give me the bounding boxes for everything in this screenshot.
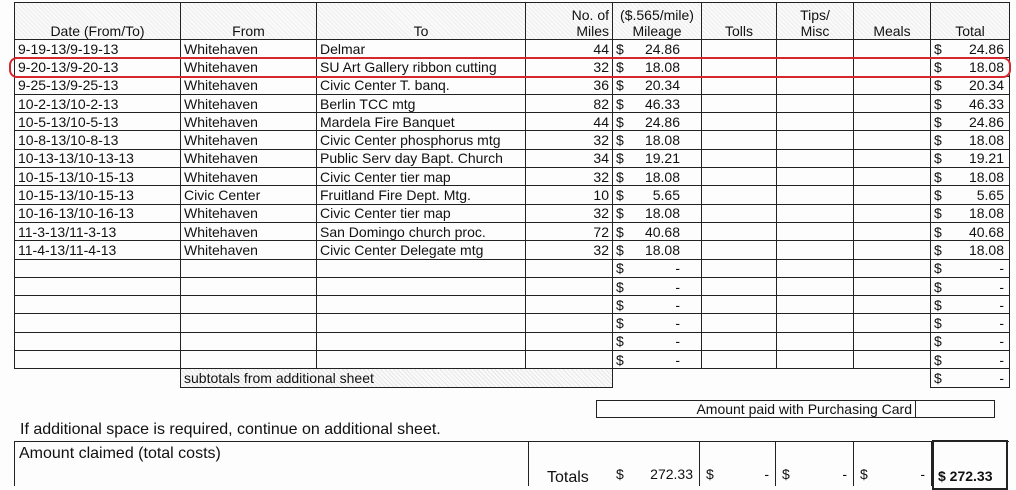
total-mileage-cell — [610, 442, 700, 486]
row-total-value: 18.08 — [968, 168, 1004, 185]
currency-sign: $ — [616, 132, 624, 149]
row-mileage — [613, 131, 702, 149]
currency-sign: $ — [616, 333, 624, 350]
row-mileage — [613, 149, 702, 167]
row-miles: 10 — [526, 186, 613, 204]
row-tolls — [702, 149, 777, 167]
row-miles — [526, 314, 613, 332]
row-tolls — [702, 222, 777, 240]
currency-sign: $ — [934, 113, 942, 130]
row-tolls — [702, 259, 777, 277]
row-miles — [526, 296, 613, 314]
row-tolls — [702, 131, 777, 149]
row-date: 9-20-13/9-20-13 — [15, 58, 181, 76]
header-miles-line1: No. of — [571, 7, 609, 23]
row-from: Whitehaven — [181, 168, 317, 186]
row-total — [931, 131, 1010, 149]
currency-sign: $ — [616, 40, 624, 57]
row-mileage — [613, 113, 702, 131]
table-row — [15, 76, 1010, 94]
row-total-value: 46.33 — [968, 95, 1004, 112]
currency-sign: $ — [934, 132, 942, 149]
row-total — [931, 296, 1010, 314]
row-tolls — [702, 314, 777, 332]
row-to: SU Art Gallery ribbon cutting — [317, 58, 526, 76]
row-tolls — [702, 168, 777, 186]
row-tips — [777, 296, 854, 314]
header-mileage-line1: ($.565/mile) — [620, 7, 694, 23]
row-mileage-value: 18.08 — [644, 168, 680, 185]
row-meals — [854, 168, 931, 186]
header-tolls: Tolls — [702, 3, 777, 40]
row-miles — [526, 332, 613, 350]
table-row — [15, 131, 1010, 149]
row-mileage-value: 24.86 — [644, 113, 680, 130]
row-mileage-value: - — [675, 278, 680, 295]
row-to: Fruitland Fire Dept. Mtg. — [317, 186, 526, 204]
table-row — [15, 222, 1010, 240]
row-meals — [854, 259, 931, 277]
row-tolls — [702, 113, 777, 131]
row-date: 11-4-13/11-4-13 — [15, 241, 181, 259]
total-tolls: - — [764, 466, 769, 482]
currency-sign: $ — [616, 466, 624, 482]
row-tips — [777, 351, 854, 369]
row-from: Whitehaven — [181, 131, 317, 149]
row-miles: 44 — [526, 40, 613, 58]
row-to: Civic Center Delegate mtg — [317, 241, 526, 259]
row-to: Delmar — [317, 40, 526, 58]
header-tips-line1: Tips/ — [800, 7, 830, 23]
currency-sign: $ — [934, 296, 942, 313]
row-to: Civic Center tier map — [317, 168, 526, 186]
row-mileage-value: 5.65 — [652, 187, 680, 204]
row-from: Whitehaven — [181, 222, 317, 240]
row-meals — [854, 131, 931, 149]
currency-sign: $ — [934, 223, 942, 240]
row-tips — [777, 259, 854, 277]
row-tips — [777, 131, 854, 149]
row-from: Whitehaven — [181, 76, 317, 94]
row-date — [15, 277, 181, 295]
row-tips — [777, 149, 854, 167]
row-from: Whitehaven — [181, 40, 317, 58]
purchasing-card-label: Amount paid with Purchasing Card — [596, 400, 915, 418]
row-date — [15, 314, 181, 332]
row-mileage-value: - — [675, 333, 680, 350]
row-total-value: - — [999, 351, 1004, 368]
row-mileage — [613, 222, 702, 240]
row-from — [181, 351, 317, 369]
row-miles: 72 — [526, 222, 613, 240]
row-date — [15, 259, 181, 277]
row-to: Berlin TCC mtg — [317, 94, 526, 112]
row-miles: 32 — [526, 168, 613, 186]
row-total — [931, 76, 1010, 94]
row-miles — [526, 259, 613, 277]
header-row — [15, 3, 1010, 40]
row-total — [931, 149, 1010, 167]
row-date: 10-13-13/10-13-13 — [15, 149, 181, 167]
row-tips — [777, 314, 854, 332]
row-tolls — [702, 241, 777, 259]
row-from — [181, 277, 317, 295]
currency-sign: $ — [934, 77, 942, 94]
row-total — [931, 332, 1010, 350]
row-mileage — [613, 186, 702, 204]
row-date — [15, 351, 181, 369]
row-date: 10-16-13/10-16-13 — [15, 204, 181, 222]
row-mileage — [613, 351, 702, 369]
row-meals — [854, 113, 931, 131]
table-row — [15, 168, 1010, 186]
row-to: San Domingo church proc. — [317, 222, 526, 240]
header-miles — [526, 3, 613, 40]
row-tips — [777, 241, 854, 259]
header-from: From — [181, 3, 317, 40]
currency-sign: $ — [616, 260, 624, 277]
row-miles: 36 — [526, 76, 613, 94]
currency-sign: $ — [616, 150, 624, 167]
row-mileage-value: 19.21 — [644, 150, 680, 167]
row-to — [317, 314, 526, 332]
row-meals — [854, 296, 931, 314]
row-mileage-value: 46.33 — [644, 95, 680, 112]
table-row — [15, 314, 1010, 332]
table-row — [15, 113, 1010, 131]
row-to — [317, 332, 526, 350]
header-tips-line2: Misc — [800, 23, 830, 39]
row-to — [317, 296, 526, 314]
subtotal-total-cell — [931, 369, 1010, 387]
row-total — [931, 259, 1010, 277]
currency-sign: $ — [934, 333, 942, 350]
row-miles: 32 — [526, 204, 613, 222]
claim-section — [14, 441, 1009, 486]
row-mileage-value: 18.08 — [644, 132, 680, 149]
row-miles — [526, 351, 613, 369]
currency-sign: $ — [616, 77, 624, 94]
row-miles: 34 — [526, 149, 613, 167]
currency-sign: $ — [934, 369, 942, 386]
row-total-value: 18.08 — [968, 132, 1004, 149]
row-mileage — [613, 40, 702, 58]
currency-sign: $ — [616, 241, 624, 258]
subtotal-total-value: - — [999, 369, 1004, 386]
row-mileage — [613, 259, 702, 277]
header-miles-line2: Miles — [576, 23, 609, 39]
row-to — [317, 259, 526, 277]
row-mileage — [613, 94, 702, 112]
row-total — [931, 168, 1010, 186]
row-tips — [777, 76, 854, 94]
row-total-value: 5.65 — [976, 187, 1004, 204]
currency-sign: $ — [616, 223, 624, 240]
row-tips — [777, 168, 854, 186]
table-row — [15, 332, 1010, 350]
table-row — [15, 259, 1010, 277]
row-tips — [777, 277, 854, 295]
row-miles: 44 — [526, 113, 613, 131]
row-date: 9-25-13/9-25-13 — [15, 76, 181, 94]
row-from: Whitehaven — [181, 58, 317, 76]
currency-sign: $ — [934, 260, 942, 277]
currency-sign: $ — [934, 315, 942, 332]
header-date: Date (From/To) — [15, 3, 181, 40]
row-tolls — [702, 332, 777, 350]
currency-sign: $ — [934, 40, 942, 57]
row-meals — [854, 149, 931, 167]
row-total-value: 19.21 — [968, 150, 1004, 167]
header-tips — [777, 3, 854, 40]
row-total-value: 20.34 — [968, 77, 1004, 94]
row-total-value: 18.08 — [968, 205, 1004, 222]
row-to: Mardela Fire Banquet — [317, 113, 526, 131]
row-to — [317, 277, 526, 295]
row-mileage — [613, 314, 702, 332]
row-meals — [854, 186, 931, 204]
grand-total-box — [932, 440, 1008, 490]
currency-sign: $ — [616, 187, 624, 204]
row-total — [931, 351, 1010, 369]
row-from: Whitehaven — [181, 241, 317, 259]
row-tips — [777, 113, 854, 131]
row-from: Whitehaven — [181, 149, 317, 167]
row-date: 9-19-13/9-19-13 — [15, 40, 181, 58]
row-meals — [854, 351, 931, 369]
row-mileage-value: 40.68 — [644, 223, 680, 240]
row-tolls — [702, 40, 777, 58]
table-row — [15, 204, 1010, 222]
currency-sign: $ — [706, 466, 714, 482]
table-row — [15, 94, 1010, 112]
claim-box — [14, 442, 529, 486]
row-date: 10-15-13/10-15-13 — [15, 186, 181, 204]
currency-sign: $ — [616, 58, 624, 75]
currency-sign: $ — [934, 58, 942, 75]
row-tolls — [702, 186, 777, 204]
currency-sign: $ — [616, 95, 624, 112]
header-total: Total — [931, 3, 1010, 40]
row-tips — [777, 332, 854, 350]
row-mileage-value: 18.08 — [644, 58, 680, 75]
row-date — [15, 296, 181, 314]
row-total — [931, 204, 1010, 222]
row-date: 10-5-13/10-5-13 — [15, 113, 181, 131]
table-row — [15, 149, 1010, 167]
row-total-value: - — [999, 296, 1004, 313]
row-mileage — [613, 277, 702, 295]
row-mileage-value: - — [675, 351, 680, 368]
currency-sign: $ — [616, 296, 624, 313]
row-total — [931, 222, 1010, 240]
header-meals: Meals — [854, 3, 931, 40]
row-meals — [854, 241, 931, 259]
row-mileage-value: - — [675, 315, 680, 332]
currency-sign: $ — [934, 241, 942, 258]
subtotals-label: subtotals from additional sheet — [181, 369, 613, 387]
currency-sign: $ — [934, 95, 942, 112]
row-tolls — [702, 351, 777, 369]
currency-sign: $ — [934, 168, 942, 185]
table-row — [15, 186, 1010, 204]
row-total-value: - — [999, 260, 1004, 277]
row-total — [931, 314, 1010, 332]
table-row — [15, 241, 1010, 259]
currency-sign: $ — [782, 466, 790, 482]
row-meals — [854, 76, 931, 94]
row-total — [931, 94, 1010, 112]
row-total — [931, 186, 1010, 204]
purchasing-card-value — [915, 400, 995, 418]
total-tips-cell — [776, 442, 854, 486]
row-date: 10-2-13/10-2-13 — [15, 94, 181, 112]
row-meals — [854, 204, 931, 222]
currency-sign: $ — [616, 168, 624, 185]
row-miles: 32 — [526, 131, 613, 149]
row-mileage-value: 20.34 — [644, 77, 680, 94]
grand-total: $ 272.33 — [938, 468, 993, 484]
row-tips — [777, 204, 854, 222]
row-mileage — [613, 168, 702, 186]
continuation-note: If additional space is required, continue on additional sheet. — [20, 421, 441, 438]
currency-sign: $ — [616, 315, 624, 332]
row-mileage-value: - — [675, 296, 680, 313]
header-to: To — [317, 3, 526, 40]
currency-sign: $ — [934, 150, 942, 167]
row-mileage — [613, 296, 702, 314]
row-from: Whitehaven — [181, 204, 317, 222]
total-tips: - — [842, 466, 847, 482]
claim-label: Amount claimed (total costs) — [19, 445, 221, 462]
row-tolls — [702, 76, 777, 94]
row-total-value: - — [999, 278, 1004, 295]
total-mileage: 272.33 — [650, 466, 693, 482]
row-date: 11-3-13/11-3-13 — [15, 222, 181, 240]
row-miles — [526, 277, 613, 295]
currency-sign: $ — [934, 205, 942, 222]
header-mileage — [613, 3, 702, 40]
row-total — [931, 40, 1010, 58]
row-mileage — [613, 76, 702, 94]
total-meals-cell — [854, 442, 932, 486]
row-from: Whitehaven — [181, 94, 317, 112]
row-total — [931, 241, 1010, 259]
row-from — [181, 314, 317, 332]
row-tips — [777, 186, 854, 204]
table-row — [15, 351, 1010, 369]
row-mileage-value: 18.08 — [644, 205, 680, 222]
table-row — [15, 40, 1010, 58]
row-miles: 82 — [526, 94, 613, 112]
row-tolls — [702, 204, 777, 222]
row-tips — [777, 40, 854, 58]
row-total-value: 24.86 — [968, 40, 1004, 57]
row-from: Civic Center — [181, 186, 317, 204]
row-meals — [854, 94, 931, 112]
row-mileage — [613, 204, 702, 222]
row-total-value: 40.68 — [968, 223, 1004, 240]
row-tips — [777, 222, 854, 240]
currency-sign: $ — [616, 351, 624, 368]
row-meals — [854, 40, 931, 58]
header-mileage-line2: Mileage — [632, 23, 682, 39]
total-tolls-cell — [700, 442, 776, 486]
row-from: Whitehaven — [181, 113, 317, 131]
row-miles: 32 — [526, 241, 613, 259]
row-meals — [854, 314, 931, 332]
row-meals — [854, 222, 931, 240]
table-row — [15, 296, 1010, 314]
row-to: Civic Center phosphorus mtg — [317, 131, 526, 149]
row-meals — [854, 332, 931, 350]
row-tolls — [702, 94, 777, 112]
currency-sign: $ — [616, 205, 624, 222]
row-from — [181, 296, 317, 314]
row-total-value: - — [999, 333, 1004, 350]
row-to: Public Serv day Bapt. Church — [317, 149, 526, 167]
row-mileage — [613, 241, 702, 259]
row-date — [15, 332, 181, 350]
row-total-value: 18.08 — [968, 58, 1004, 75]
row-total-value: 18.08 — [968, 241, 1004, 258]
row-tolls — [702, 277, 777, 295]
totals-label: Totals — [547, 469, 589, 486]
currency-sign: $ — [616, 113, 624, 130]
table-row — [15, 277, 1010, 295]
expense-rows — [15, 40, 1010, 369]
row-tolls — [702, 296, 777, 314]
highlight-annotation — [9, 57, 1011, 78]
row-total-value: 24.86 — [968, 113, 1004, 130]
row-from — [181, 259, 317, 277]
currency-sign: $ — [616, 278, 624, 295]
row-total — [931, 277, 1010, 295]
row-total-value: - — [999, 315, 1004, 332]
row-date: 10-8-13/10-8-13 — [15, 131, 181, 149]
row-to: Civic Center T. banq. — [317, 76, 526, 94]
row-mileage-value: 18.08 — [644, 241, 680, 258]
row-to — [317, 351, 526, 369]
row-miles: 32 — [526, 58, 613, 76]
currency-sign: $ — [860, 466, 868, 482]
row-date: 10-15-13/10-15-13 — [15, 168, 181, 186]
currency-sign: $ — [934, 351, 942, 368]
row-mileage-value: - — [675, 260, 680, 277]
row-to: Civic Center tier map — [317, 204, 526, 222]
row-total — [931, 113, 1010, 131]
currency-sign: $ — [934, 278, 942, 295]
row-meals — [854, 277, 931, 295]
row-tips — [777, 94, 854, 112]
total-meals: - — [920, 466, 925, 482]
row-mileage-value: 24.86 — [644, 40, 680, 57]
currency-sign: $ — [934, 187, 942, 204]
subtotal-row — [15, 369, 1010, 387]
row-from — [181, 332, 317, 350]
row-mileage — [613, 332, 702, 350]
